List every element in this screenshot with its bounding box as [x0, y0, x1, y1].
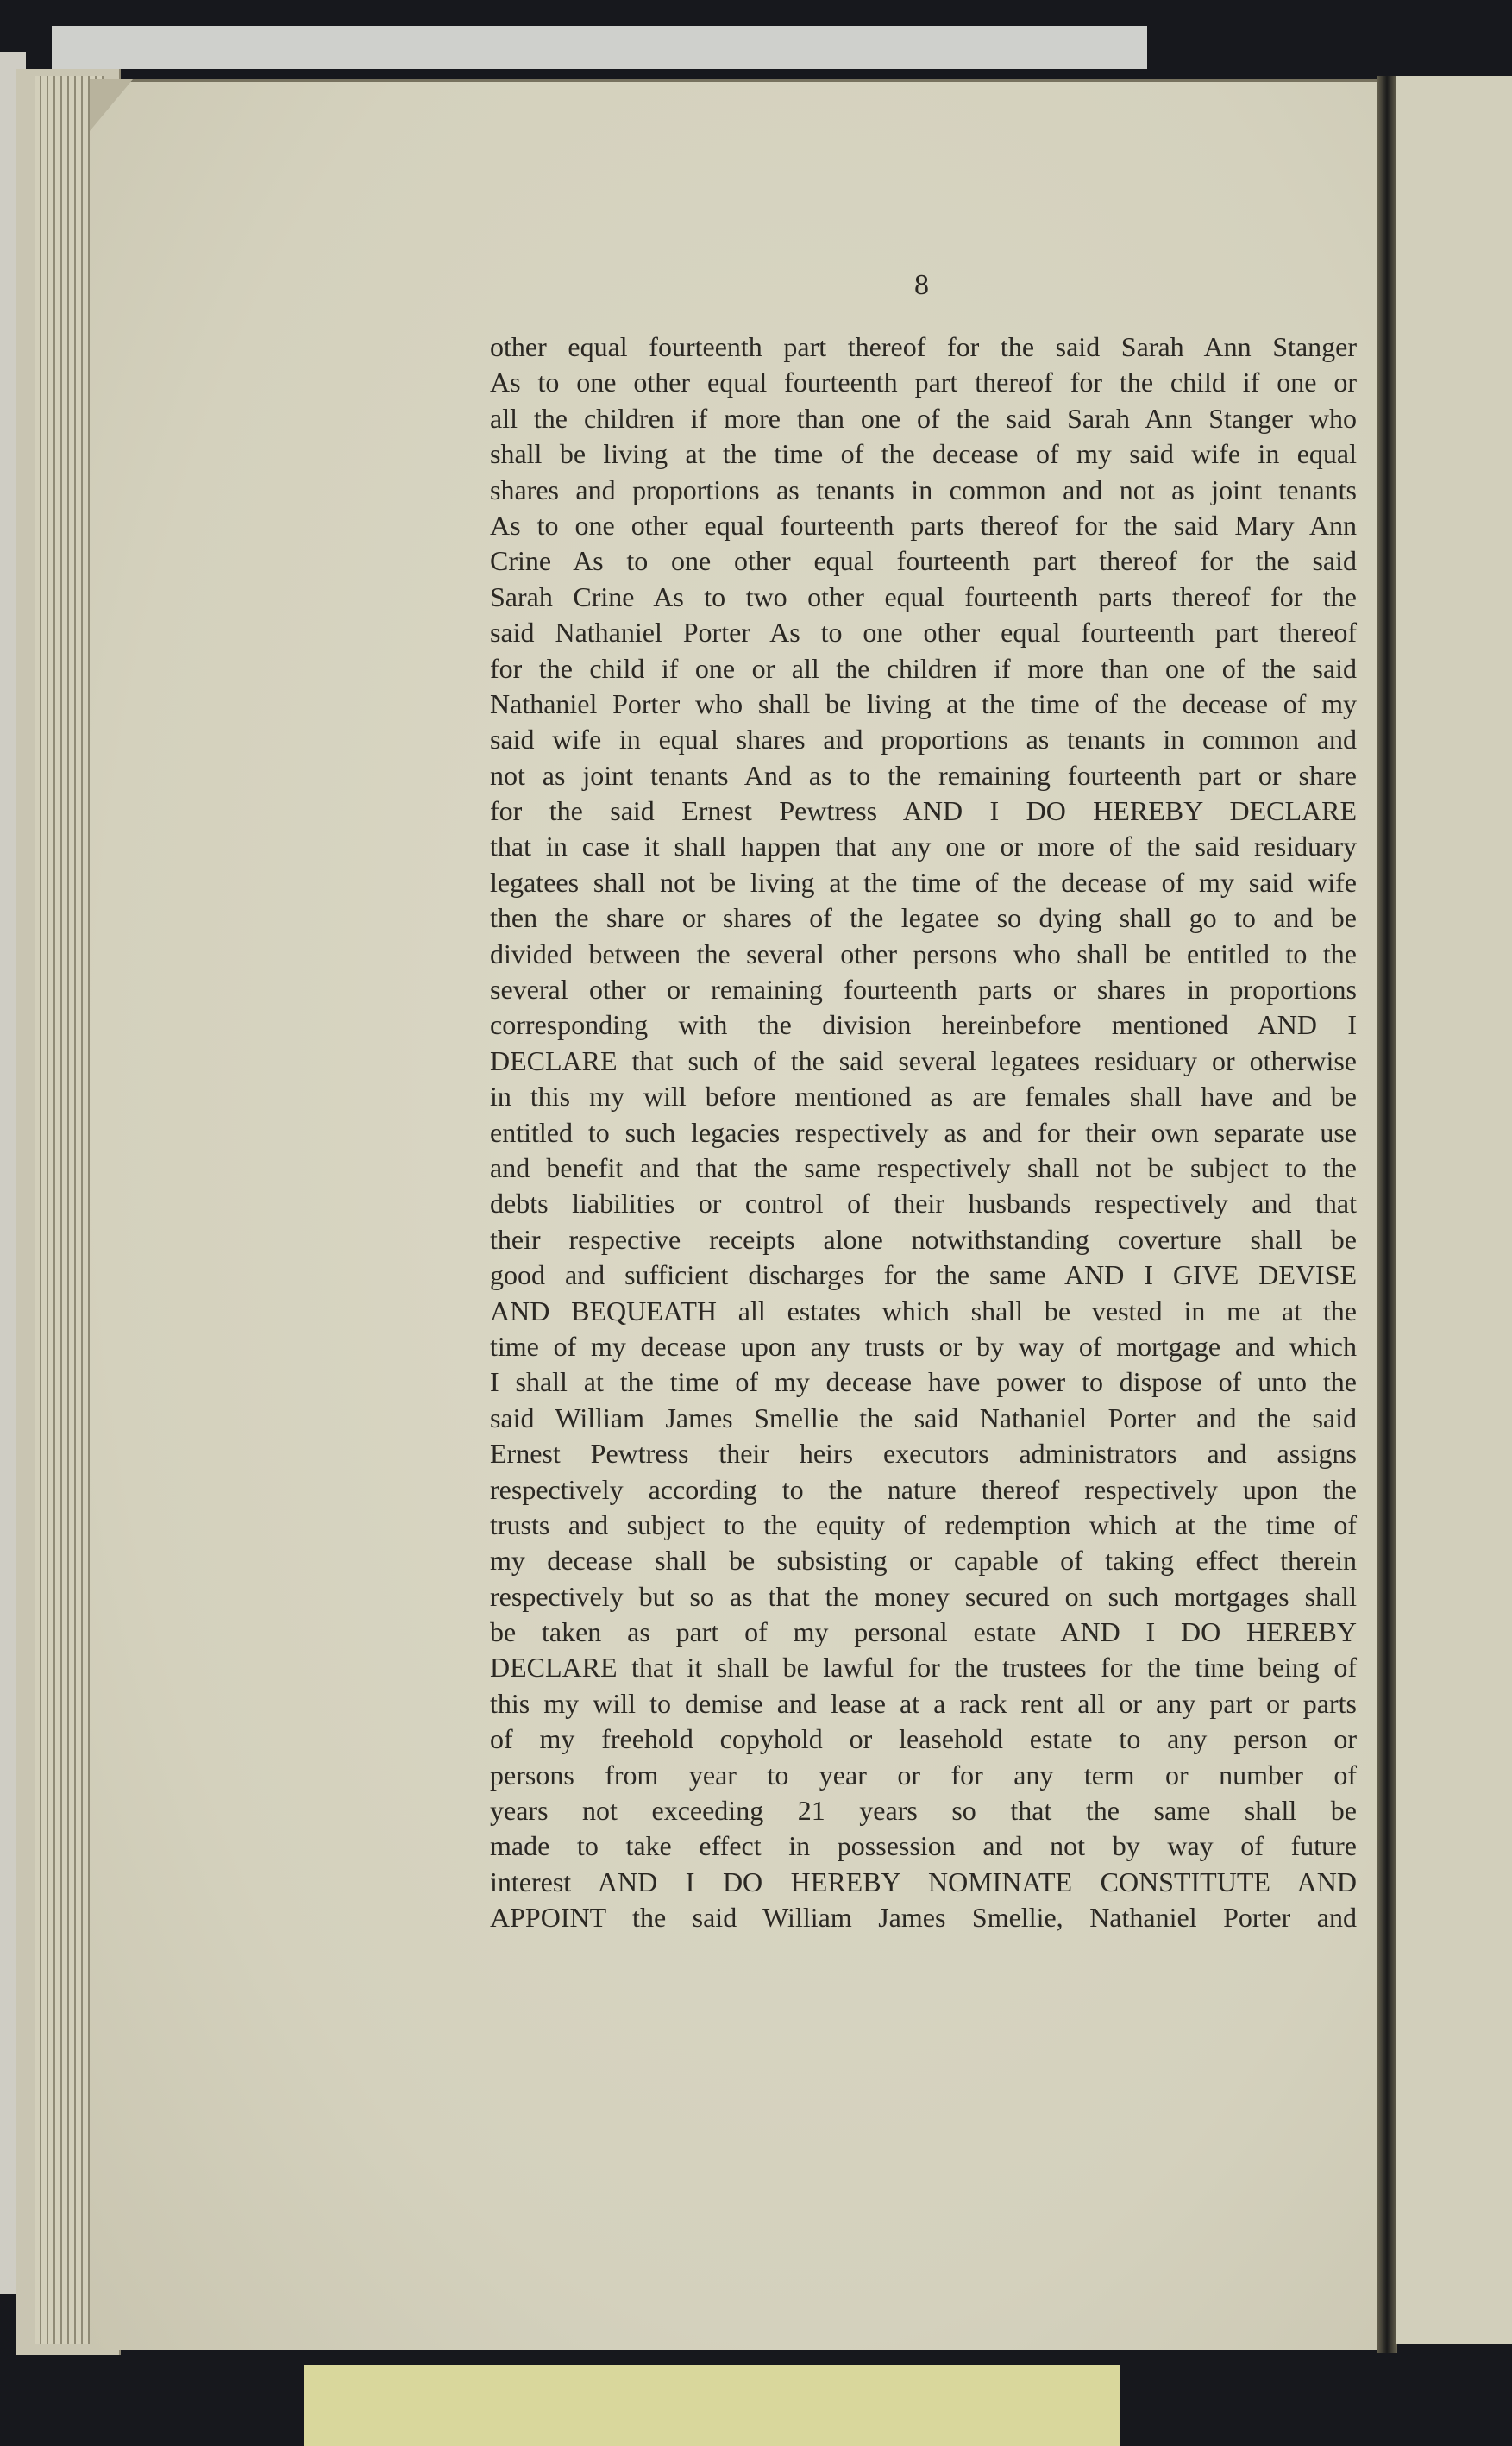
text-line-content: made to take effect in possession and not by way of future — [490, 1830, 1357, 1862]
text-line-content: time of my decease upon any trusts or by way of mortgage and which — [490, 1330, 1357, 1362]
text-line-content: Sarah Crine As to two other equal fourteenth parts thereof for the — [490, 580, 1357, 612]
text-line — [490, 1401, 1357, 1436]
text-line — [490, 615, 1357, 650]
text-line — [490, 1294, 1357, 1329]
text-line-content: for the said Ernest Pewtress AND I DO HEREBY DECLARE — [490, 795, 1357, 827]
text-line-content: said wife in equal shares and proportions as tenants in common and — [490, 724, 1357, 756]
text-line-content: my decease shall be subsisting or capable of taking effect therein — [490, 1545, 1357, 1577]
text-line-content: good and sufficient discharges for the same AND I GIVE DEVISE — [490, 1259, 1357, 1291]
text-line — [490, 1007, 1357, 1043]
text-line-content: their respective receipts alone notwithstanding coverture shall be — [490, 1223, 1357, 1255]
bottom-paper-tab — [304, 2365, 1120, 2446]
text-line-content: years not exceeding 21 years so that the same shall be — [490, 1795, 1357, 1827]
text-line-content: respectively but so as that the money secured on such mortgages shall — [490, 1580, 1357, 1612]
text-line — [490, 1865, 1357, 1900]
text-line-content: then the share or shares of the legatee so dying shall go to and be — [490, 902, 1357, 934]
text-line-content: respectively according to the nature thereof respectively upon the — [490, 1473, 1357, 1505]
text-line — [490, 1686, 1357, 1722]
text-line-content: persons from year to year or for any term or number of — [490, 1759, 1357, 1791]
text-line-content: AND BEQUEATH all estates which shall be vested in me at the — [490, 1295, 1357, 1326]
text-line-content: Nathaniel Porter who shall be living at the time of the decease of my — [490, 687, 1357, 719]
text-line — [490, 1758, 1357, 1793]
text-line-content: that in case it shall happen that any one or more of the said residuary — [490, 831, 1357, 862]
text-line-content: APPOINT the said William James Smellie, Nathaniel Porter and — [490, 1902, 1357, 1934]
text-line-content: other equal fourteenth part thereof for the said Sarah Ann Stanger — [490, 331, 1357, 362]
text-line-content: corresponding with the division hereinbefore mentioned AND I — [490, 1009, 1357, 1041]
text-line — [490, 436, 1357, 472]
text-line — [490, 580, 1357, 615]
top-edge-strip — [52, 26, 1147, 69]
text-line-content: Crine As to one other equal fourteenth part thereof for the said — [490, 545, 1357, 577]
text-line — [490, 1222, 1357, 1257]
page-corner-fold — [90, 79, 133, 131]
text-line — [490, 329, 1357, 365]
text-line — [490, 1079, 1357, 1114]
text-line-content: all the children if more than one of the said Sarah Ann Stanger who — [490, 402, 1357, 434]
text-line-content: shares and proportions as tenants in common and not as joint tenants — [490, 474, 1357, 505]
text-line — [490, 365, 1357, 400]
text-line — [490, 1900, 1357, 1935]
text-line-content: in this my will before mentioned as are females shall have and be — [490, 1081, 1357, 1113]
page-number: 8 — [914, 269, 929, 301]
text-line — [490, 937, 1357, 972]
text-line — [490, 1793, 1357, 1828]
text-line-content: divided between the several other persons who shall be entitled to the — [490, 938, 1357, 969]
text-line-content: I shall at the time of my decease have power to dispose of unto the — [490, 1366, 1357, 1398]
text-line — [490, 1579, 1357, 1615]
text-line-content: not as joint tenants And as to the remaining fourteenth part or share — [490, 759, 1357, 791]
text-line — [490, 1508, 1357, 1543]
text-line — [490, 793, 1357, 829]
body-text — [490, 329, 1357, 1936]
text-line — [490, 865, 1357, 900]
text-line-content: and benefit and that the same respectively shall not be subject to the — [490, 1151, 1357, 1183]
text-line — [490, 972, 1357, 1007]
text-line-content: interest AND I DO HEREBY NOMINATE CONSTITUTE AND — [490, 1866, 1357, 1897]
text-line — [490, 758, 1357, 793]
facing-page — [1396, 76, 1512, 2344]
text-line — [490, 1650, 1357, 1685]
text-line-content: said William James Smellie the said Nathaniel Porter and the said — [490, 1402, 1357, 1433]
text-line — [490, 651, 1357, 687]
text-line — [490, 1186, 1357, 1221]
text-line-content: DECLARE that it shall be lawful for the trustees for the time being of — [490, 1652, 1357, 1684]
text-line-content: As to one other equal fourteenth part thereof for the child if one or — [490, 367, 1357, 398]
text-line-content: Ernest Pewtress their heirs executors administrators and assigns — [490, 1438, 1357, 1470]
text-line — [490, 1472, 1357, 1508]
text-line — [490, 900, 1357, 936]
text-line — [490, 543, 1357, 579]
text-line-content: for the child if one or all the children if more than one of the said — [490, 652, 1357, 684]
text-line — [490, 722, 1357, 757]
text-line — [490, 1115, 1357, 1151]
text-line — [490, 401, 1357, 436]
text-line — [490, 1364, 1357, 1400]
text-line-content: said Nathaniel Porter As to one other equal fourteenth part thereof — [490, 617, 1357, 649]
text-line — [490, 1329, 1357, 1364]
text-line — [490, 687, 1357, 722]
text-line — [490, 1436, 1357, 1471]
text-line-content: of my freehold copyhold or leasehold estate to any person or — [490, 1723, 1357, 1755]
text-line — [490, 508, 1357, 543]
text-line — [490, 1722, 1357, 1757]
text-line — [490, 1257, 1357, 1293]
book-gutter — [1377, 76, 1397, 2353]
text-line — [490, 1151, 1357, 1186]
text-line-content: legatees shall not be living at the time of the decease of my said wife — [490, 866, 1357, 898]
text-line-content: entitled to such legacies respectively as and for their own separate use — [490, 1116, 1357, 1148]
text-line — [490, 1044, 1357, 1079]
text-line-content: several other or remaining fourteenth parts or shares in proportions — [490, 974, 1357, 1006]
text-line-content: DECLARE that such of the said several legatees residuary or otherwise — [490, 1044, 1357, 1076]
text-line-content: trusts and subject to the equity of redemption which at the time of — [490, 1508, 1357, 1540]
text-line — [490, 829, 1357, 864]
text-line-content: debts liabilities or control of their husbands respectively and that — [490, 1188, 1357, 1220]
text-line-content: As to one other equal fourteenth parts thereof for the said Mary Ann — [490, 509, 1357, 541]
text-line — [490, 1828, 1357, 1864]
text-line — [490, 1615, 1357, 1650]
text-line-content: shall be living at the time of the decease of my said wife in equal — [490, 438, 1357, 470]
text-line — [490, 473, 1357, 508]
text-line-content: be taken as part of my personal estate AND I DO HEREBY — [490, 1616, 1357, 1648]
text-line-content: this my will to demise and lease at a rack rent all or any part or parts — [490, 1687, 1357, 1719]
text-line — [490, 1543, 1357, 1578]
